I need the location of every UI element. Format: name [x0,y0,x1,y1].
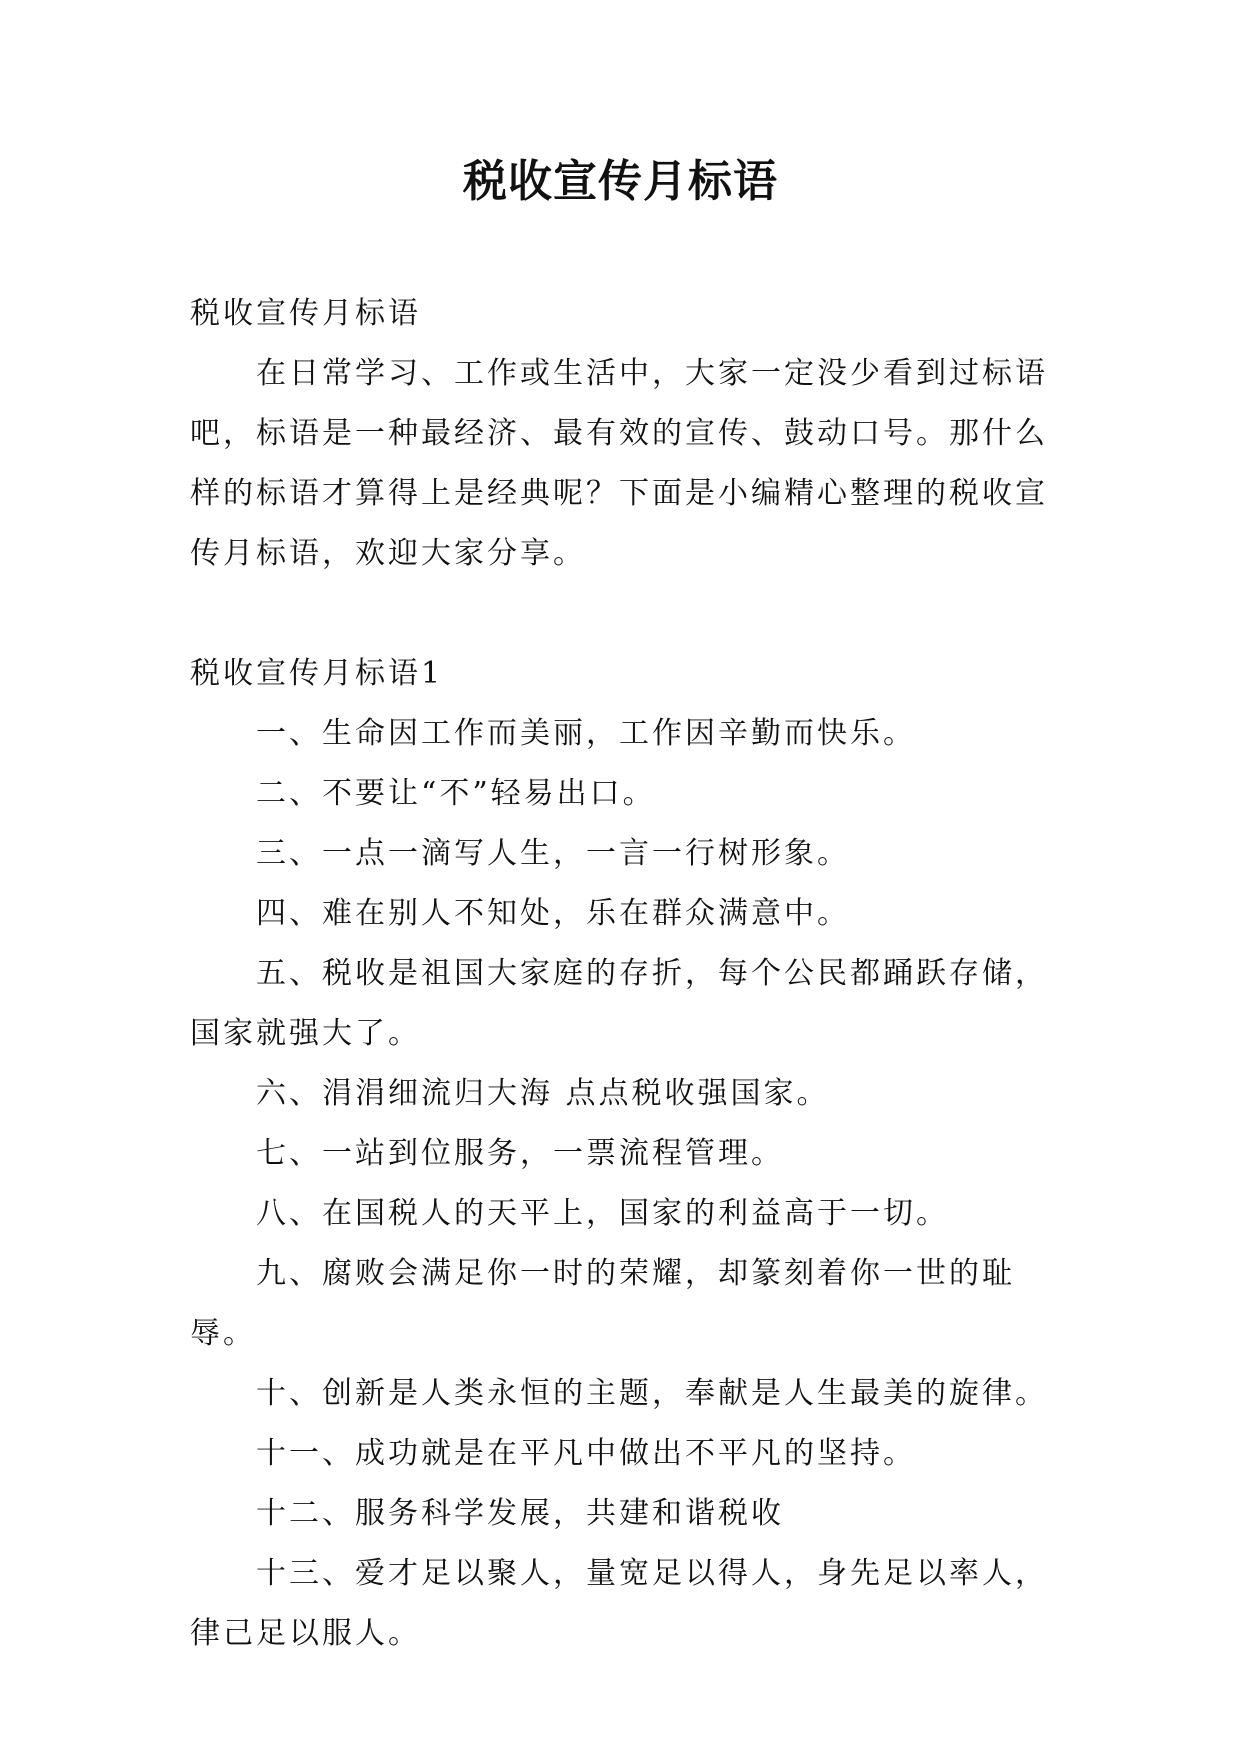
slogan-item: 九、腐败会满足你一时的荣耀，却篆刻着你一世的耻辱。 [190,1256,1015,1351]
slogan-item: 八、在国税人的天平上，国家的利益高于一切。 [256,1196,949,1231]
document-title: 税收宣传月标语 [463,156,778,207]
slogan-item: 十一、成功就是在平凡中做出不平凡的坚持。 [256,1436,916,1471]
paragraph-gap [190,584,1070,644]
slogan-item: 六、涓涓细流归大海 点点税收强国家。 [256,1076,830,1111]
slogan-item: 十、创新是人类永恒的主题，奉献是人生最美的旋律。 [256,1376,1048,1411]
slogan-item: 一、生命因工作而美丽，工作因辛勤而快乐。 [256,716,916,751]
slogan-item: 十三、爱才足以聚人，量宽足以得人，身先足以率人，律己足以服人。 [190,1556,1048,1651]
slogan-item: 五、税收是祖国大家庭的存折，每个公民都踊跃存储，国家就强大了。 [190,956,1048,1051]
slogan-item: 十二、服务科学发展，共建和谐税收 [256,1496,784,1531]
slogan-item: 七、一站到位服务，一票流程管理。 [256,1136,784,1171]
section-heading: 税收宣传月标语1 [190,656,444,691]
subtitle: 税收宣传月标语 [190,296,421,331]
slogan-item: 三、一点一滴写人生，一言一行树形象。 [256,836,850,871]
slogan-item: 二、不要让“不”轻易出口。 [256,776,656,811]
document-body [190,284,1070,1664]
slogan-item: 四、难在别人不知处，乐在群众满意中。 [256,896,850,931]
intro-paragraph: 在日常学习、工作或生活中，大家一定没少看到过标语吧，标语是一种最经济、最有效的宣传、鼓动口号。那什么样的标语才算得上是经典呢？下面是小编精心整理的税收宣传月标语，欢迎大家分享。 [190,356,1048,571]
